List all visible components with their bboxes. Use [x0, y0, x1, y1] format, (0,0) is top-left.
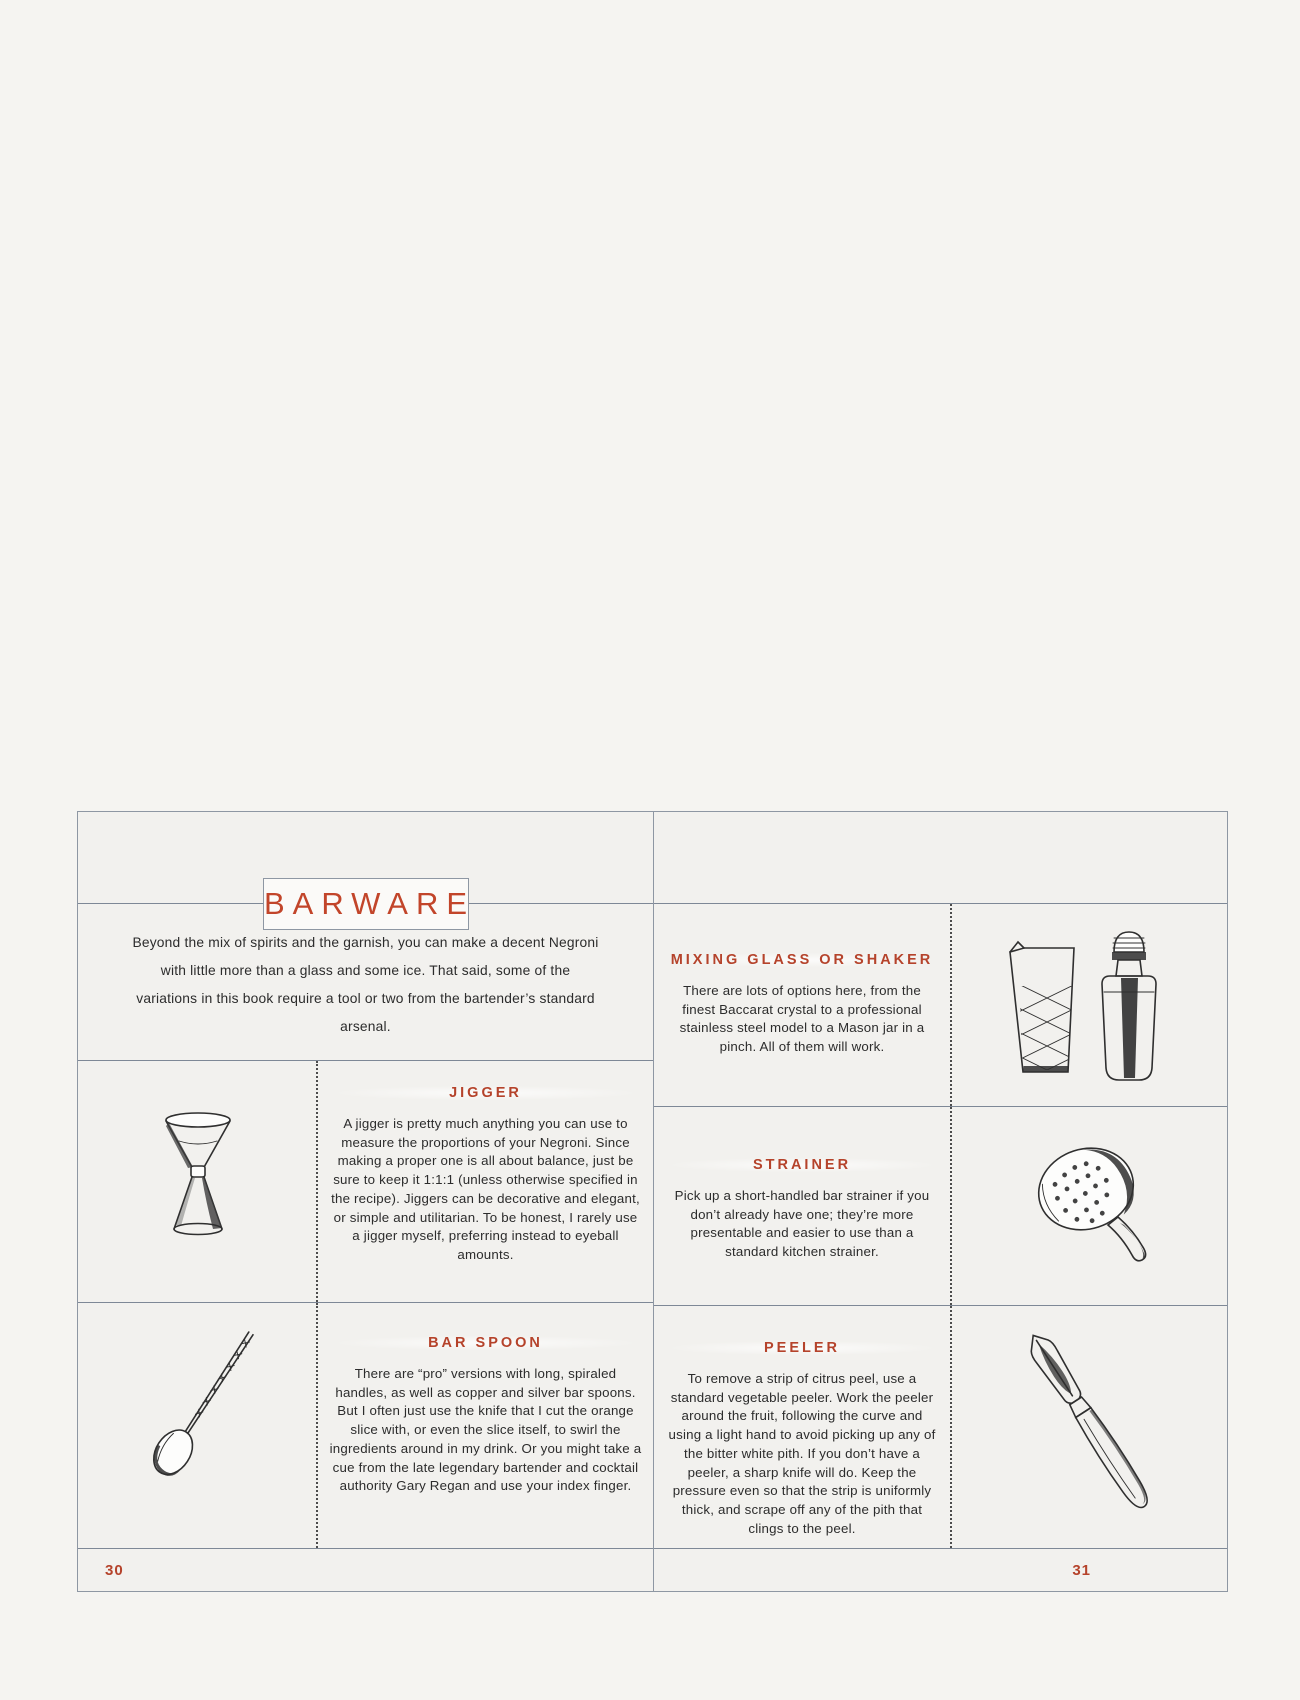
bar-spoon-body: There are “pro” versions with long, spiraled handles, as well as copper and silver bar spoons. But I often just use the knife that I cut the orange slice with, or even the slice itself, to swirl the ingredients around in my drink. Or you might take a cue from the late legendary bartender and cocktail authority Gary Regan and use your index finger. — [329, 1366, 642, 1494]
bar-spoon-image-cell — [78, 1303, 318, 1548]
right-page-header-strip — [654, 812, 1227, 904]
mixing-glass-heading: MIXING GLASS OR SHAKER — [654, 952, 950, 968]
jigger-heading: JIGGER — [318, 1085, 653, 1101]
jigger-body: A jigger is pretty much anything you can use to measure the proportions of your Negroni. Since making a proper one is all about balance, just be sure to keep it 1:1:1 (unless otherwise specified in the recipe). Jiggers can be decorative and elegant, or simple and utilitarian. To be honest, I rarely use a jigger myself, preferring instead to eyeball amounts. — [331, 1116, 640, 1262]
jigger-text-cell — [318, 1061, 653, 1302]
strainer-body: Pick up a short-handled bar strainer if you don’t already have one; they’re more presentable and easier to use than a standard kitchen strainer. — [674, 1188, 930, 1260]
barware-title-box — [263, 878, 476, 930]
book-spread — [77, 811, 1228, 1592]
right-page — [653, 812, 1227, 1591]
left-page-number: 30 — [105, 1562, 124, 1579]
strainer-section — [654, 1107, 1227, 1306]
peeler-icon — [992, 1314, 1192, 1544]
peeler-image-cell — [952, 1306, 1227, 1548]
mixing-glass-body: There are lots of options here, from the finest Baccarat crystal to a professional stainless steel model to a Mason jar in a pinch. All of them will work. — [679, 983, 925, 1055]
mixing-glass-section — [654, 904, 1227, 1107]
strainer-heading: STRAINER — [654, 1157, 950, 1173]
jigger-image-cell — [78, 1061, 318, 1302]
peeler-body: To remove a strip of citrus peel, use a standard vegetable peeler. Work the peeler around the fruit, following the curve and using a light hand to avoid picking up any of the bitter white pith. If you don’t have a peeler, a sharp knife will do. Keep the pressure even so that the strip is uniformly thick, and scrape off any of the pith that clings to the peel. — [668, 1371, 936, 1536]
peeler-section — [654, 1306, 1227, 1549]
mixing-glass-shaker-icon — [1002, 924, 1182, 1094]
jigger-icon — [146, 1107, 250, 1247]
page-title: BARWARE — [263, 886, 476, 921]
bar-spoon-icon — [96, 1307, 296, 1543]
right-page-footer — [654, 1549, 1227, 1592]
bar-spoon-section — [78, 1303, 653, 1549]
left-page-footer — [78, 1549, 653, 1592]
peeler-heading: PEELER — [654, 1340, 950, 1356]
jigger-section — [78, 1061, 653, 1303]
mixing-glass-text-cell — [654, 904, 952, 1106]
strainer-image-cell — [952, 1107, 1227, 1305]
intro-paragraph: Beyond the mix of spirits and the garnish, you can make a decent Negroni with little more than a glass and some ice. That said, some of the variations in this book require a tool or two from the bartender’s standard arsenal. — [132, 935, 599, 1034]
mixing-glass-image-cell — [952, 904, 1227, 1106]
peeler-text-cell — [654, 1306, 952, 1548]
right-page-number: 31 — [1072, 1562, 1091, 1579]
left-page — [78, 812, 653, 1591]
bar-spoon-heading: BAR SPOON — [318, 1335, 653, 1351]
bar-spoon-text-cell — [318, 1303, 653, 1548]
strainer-text-cell — [654, 1107, 952, 1305]
strainer-icon — [1008, 1127, 1178, 1287]
